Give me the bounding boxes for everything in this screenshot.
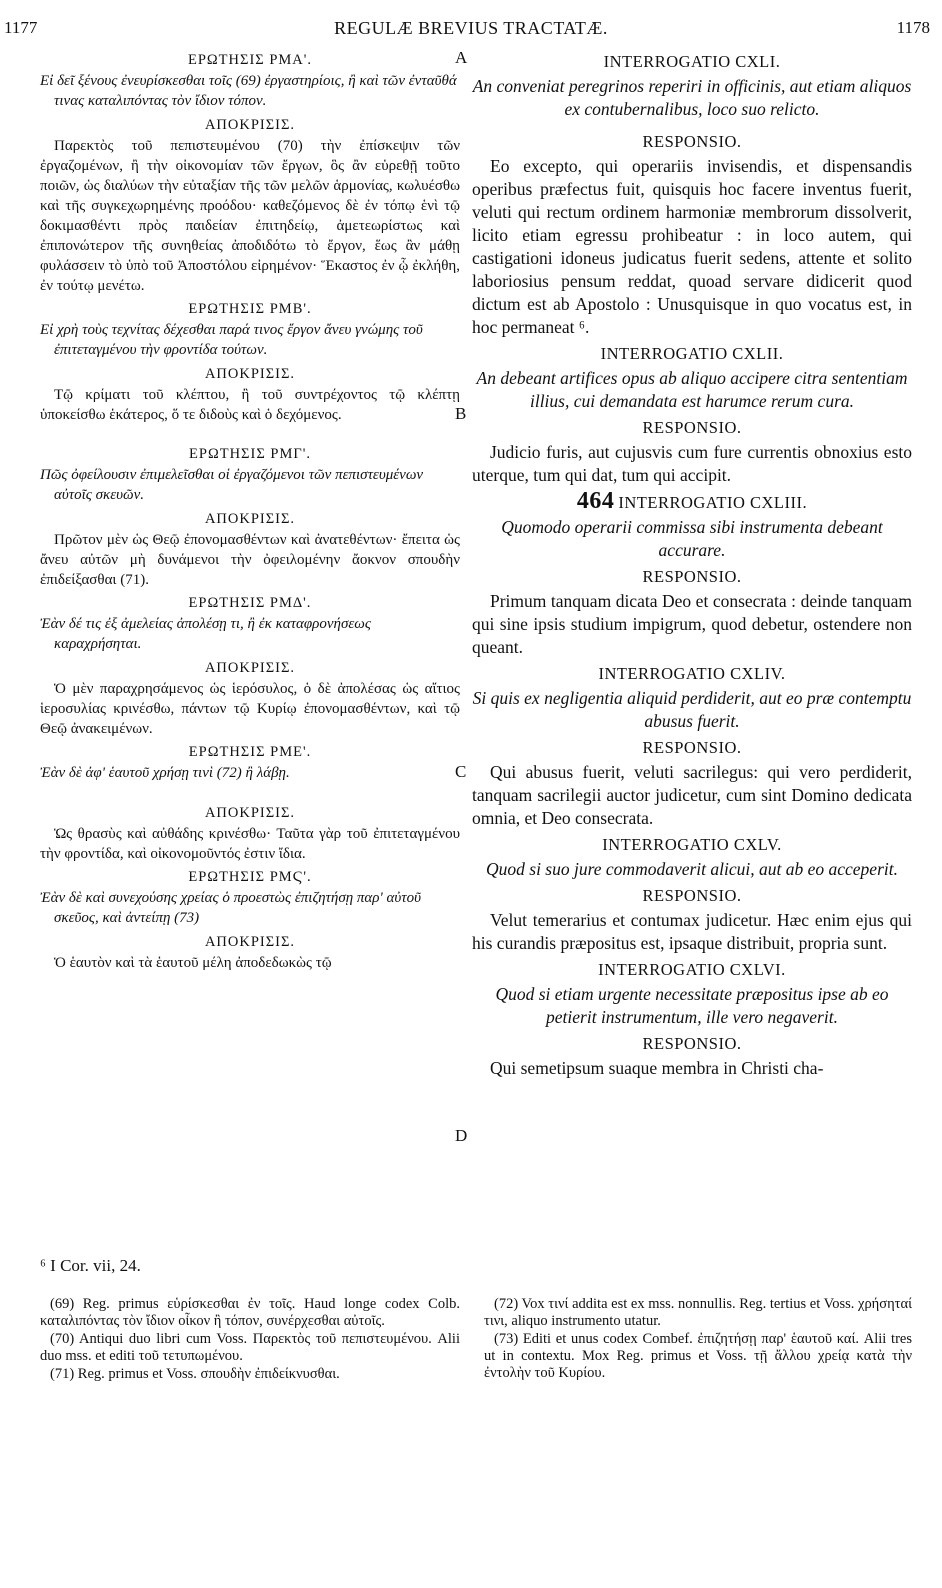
spacer	[40, 428, 460, 442]
block-text: Quod si etiam urgente necessitate præpositus ipse ab eo petierit instrumentum, ille vero negaverit.	[495, 984, 889, 1027]
answer-text	[40, 530, 460, 590]
answer-text	[40, 679, 460, 739]
answer-text	[40, 136, 460, 296]
margin-marker-b: B	[455, 404, 467, 423]
running-header	[0, 18, 942, 42]
block-text: ΕΡΩΤΗΣΙΣ ΡΜϚ'.	[188, 869, 312, 885]
footnote: (71) Reg. primus et Voss. σπουδὴν ἐπιδείκνυσθαι.	[50, 1366, 340, 1382]
question-text	[472, 75, 912, 121]
block-text: Πρῶτον μὲν ὡς Θεῷ ἐπονομασθέντων καὶ ἀνατεθέντων· ἔπειτα ὡς ἄνευ αὐτῶν μὴ δυνάμενοι τὴν ὀφειλομένην ἄοκνον σπουδὴν ἐπιδείξασθαι (71).	[40, 532, 460, 588]
spacer	[40, 787, 460, 801]
question-text	[472, 858, 912, 881]
block-text: INTERROGATIO CXLIII.	[618, 493, 808, 512]
latin-column	[472, 48, 912, 1083]
page-number-left: 1177	[4, 18, 38, 37]
block-text: INTERROGATIO CXLIV.	[598, 664, 786, 683]
block-text: Si quis ex negligentia aliquid perdiderit, aut eo præ contemptu abusus fuerit.	[472, 688, 912, 731]
answer-text	[472, 909, 912, 955]
block-text: Παρεκτὸς τοῦ πεπιστευμένου (70) τὴν ἐπίσκεψιν τῶν ἐργαζομένων, ἢ τὴν οἰκονομίαν τῶν ἔργων, ὃς ἂν εὑρεθῇ τοῦτο ποιῶν, ὡς διαλύων τὴν εὐταξίαν τῆς τῶν μελῶν ἁρμονίας, κωλυέσθω καὶ τῆς συγκεχωρημένης προόδου· καθεζόμενος δὲ ἐν τόπῳ ἑνὶ τῷ δοκιμασθέντι πρὸς παιδείαν ἐπιτηδείῳ, ἀμετεωρίστως καὶ ἐπιπονώτερον τῆς συνηθείας ἀποδιδότω τὸ ἔργον, ἕως ἂν μάθῃ φυλάσσειν τὸ ὑπὸ τοῦ Ἀποστόλου εἰρημένον· Ἕκαστος ἐν ᾧ ἐκλήθη, ἐν τούτῳ μενέτω.	[40, 138, 460, 294]
answer-text	[472, 441, 912, 487]
block-text: Ὡς θρασὺς καὶ αὐθάδης κρινέσθω· Ταῦτα γὰρ τοῦ ἐπιτεταγμένου τὴν φροντίδα, καὶ οἰκονομοῦντός ἐστιν ἴδια.	[40, 826, 460, 862]
margin-marker-d: D	[455, 1126, 468, 1145]
margin-marker-a: A	[455, 48, 468, 67]
block-text: INTERROGATIO CXLV.	[602, 835, 782, 854]
block-text: Εἰ χρὴ τοὺς τεχνίτας δέχεσθαι παρά τινος ἔργον ἄνευ γνώμης τοῦ ἐπιτεταγμένου τὴν φροντίδα τούτων.	[40, 322, 423, 358]
section-heading	[40, 50, 460, 70]
running-title: REGULÆ BREVIUS TRACTATÆ.	[334, 18, 608, 38]
section-heading	[472, 490, 912, 514]
question-text	[40, 71, 460, 111]
section-heading	[40, 742, 460, 762]
edition-page-number: 464	[576, 488, 615, 514]
block-text: ΕΡΩΤΗΣΙΣ ΡΜΒ'.	[188, 301, 312, 317]
block-text: Πῶς ὀφείλουσιν ἐπιμελεῖσθαι οἱ ἐργαζόμενοι τῶν πεπιστευμένων αὐτοῖς σκευῶν.	[40, 467, 424, 503]
section-heading	[472, 958, 912, 981]
section-heading	[472, 884, 912, 907]
footnote: (73) Editi et unus codex Combef. ἐπιζητήσῃ παρ' ἑαυτοῦ καί. Alii tres ut in contextu. Mox Reg. primus et Voss. τῇ ἄλλου χρείᾳ κατὰ τὴν ἐντολὴν τοῦ Κυρίου.	[484, 1331, 912, 1381]
answer-text	[472, 155, 912, 339]
answer-text	[472, 1057, 912, 1080]
greek-column	[40, 48, 460, 976]
section-heading	[40, 509, 460, 529]
block-text: ΕΡΩΤΗΣΙΣ ΡΜΑ'.	[187, 52, 313, 68]
block-text: Τῷ κρίματι τοῦ κλέπτου, ἢ τοῦ συντρέχοντος τῷ κλέπτῃ ὑποκείσθω ἑκάτερος, ὅ τε διδοὺς καὶ ὁ δεχόμενος.	[40, 387, 460, 423]
answer-text	[40, 824, 460, 864]
block-text: ΑΠΟΚΡΙΣΙΣ.	[204, 805, 296, 821]
block-text: Ἐὰν δὲ ἀφ' ἑαυτοῦ χρήσῃ τινὶ (72) ἢ λάβῃ.	[40, 765, 290, 781]
answer-text	[40, 385, 460, 425]
footnotes-left	[40, 1296, 460, 1384]
section-heading	[40, 593, 460, 613]
question-text	[40, 888, 460, 928]
section-heading	[40, 444, 460, 464]
question-text	[40, 320, 460, 360]
block-text: INTERROGATIO CXLII.	[600, 344, 784, 363]
block-text: ΑΠΟΚΡΙΣΙΣ.	[204, 117, 296, 133]
block-text: Εἰ δεῖ ξένους ἐνευρίσκεσθαι τοῖς (69) ἐργαστηρίοις, ἢ καὶ τῶν ἐνταῦθά τινας καταλιπόντας τὸν ἴδιον τόπον.	[40, 73, 457, 109]
block-text: INTERROGATIO CXLVI.	[598, 960, 786, 979]
block-text: Judicio furis, aut cujusvis cum fure currentis obnoxius esto uterque, tum qui dat, tum qui accipit.	[472, 442, 912, 485]
footnotes-right	[484, 1296, 912, 1383]
spacer	[472, 124, 912, 128]
block-text: RESPONSIO.	[642, 132, 742, 151]
block-text: Qui semetipsum suaque membra in Christi cha-	[490, 1058, 824, 1078]
block-text: Velut temerarius et contumax judicetur. Hæc enim ejus qui his curandis præpositus est, ipsaque distribuit, propria sunt.	[472, 910, 912, 953]
section-heading	[40, 115, 460, 135]
block-text: ΑΠΟΚΡΙΣΙΣ.	[204, 660, 296, 676]
question-text	[472, 687, 912, 733]
section-heading	[40, 299, 460, 319]
block-text: RESPONSIO.	[642, 567, 742, 586]
section-heading	[40, 932, 460, 952]
question-text	[40, 614, 460, 654]
block-text: Primum tanquam dicata Deo et consecrata : deinde tanquam qui sine ipsis studium impigrum, quod debetur, ostendere non queant.	[472, 591, 912, 657]
block-text: Quod si suo jure commodaverit alicui, aut ab eo acceperit.	[486, 859, 898, 879]
section-heading	[472, 1032, 912, 1055]
block-text: An debeant artifices opus ab aliquo accipere citra sententiam illius, cui demandata est harumce rerum cura.	[476, 368, 908, 411]
section-heading	[472, 662, 912, 685]
block-text: ΕΡΩΤΗΣΙΣ ΡΜΕ'.	[188, 744, 312, 760]
section-heading	[472, 416, 912, 439]
section-heading	[40, 867, 460, 887]
question-text	[472, 516, 912, 562]
footnote: (69) Reg. primus εὑρίσκεσθαι ἐν τοῖς. Haud longe codex Colb. καταλιπόντας τὸν ἴδιον οἶκον ἢ τόπον, συνέρχεσθαι αὐτοῖς.	[40, 1296, 460, 1329]
question-text	[472, 983, 912, 1029]
block-text: RESPONSIO.	[642, 738, 742, 757]
block-text: Eo excepto, qui operariis invisendis, et dispensandis operibus præfectus fuit, quisquis hoc facere inventus fuerit, veluti qui rectum ordinem harmoniæ membrorum dissolverit, licito etiam egressu prohibeatur : in loco autem, qui castigationi idoneus judicatus fuerit sedens, attente et solito laboriosius pensum reddat, quoad servare didicerit quod dictum est ab Apostolo : Unusquisque in quo vocatus est, in hoc permaneat ⁶.	[472, 156, 912, 337]
footnote: (70) Antiqui duo libri cum Voss. Παρεκτὸς τοῦ πεπιστευμένου. Alii duo mss. et editi τοῦ τετυπωμένου.	[40, 1331, 460, 1364]
scripture-reference-note: ⁶ I Cor. vii, 24.	[40, 1256, 141, 1275]
section-heading	[472, 565, 912, 588]
section-heading	[40, 364, 460, 384]
block-text: ΑΠΟΚΡΙΣΙΣ.	[204, 934, 296, 950]
block-text: Ὁ ἑαυτὸν καὶ τὰ ἑαυτοῦ μέλη ἀποδεδωκὼς τῷ	[54, 955, 332, 971]
block-text: An conveniat peregrinos reperiri in officinis, aut etiam aliquos ex contubernalibus, loco suo relicto.	[472, 76, 912, 119]
block-text: ΑΠΟΚΡΙΣΙΣ.	[204, 366, 296, 382]
answer-text	[472, 590, 912, 659]
footnote: (72) Vox τινί addita est ex mss. nonnullis. Reg. tertius et Voss. χρήσηταί τινι, aliquo instrumento utatur.	[484, 1296, 912, 1329]
block-text: ΑΠΟΚΡΙΣΙΣ.	[204, 511, 296, 527]
block-text: Quomodo operarii commissa sibi instrumenta debeant accurare.	[501, 517, 883, 560]
block-text: RESPONSIO.	[642, 886, 742, 905]
block-text: ΕΡΩΤΗΣΙΣ ΡΜΔ'.	[188, 595, 312, 611]
answer-text	[472, 761, 912, 830]
block-text: Qui abusus fuerit, veluti sacrilegus: qui vero perdiderit, tanquam sacrilegii auctor judicetur, cum sint Domino dedicata omnia, et Deo consecrata.	[472, 762, 912, 828]
section-heading	[40, 803, 460, 823]
block-text: INTERROGATIO CXLI.	[603, 52, 781, 71]
question-text	[40, 763, 460, 783]
question-text	[472, 367, 912, 413]
section-heading	[40, 658, 460, 678]
margin-marker-c: C	[455, 762, 467, 781]
block-text: RESPONSIO.	[642, 418, 742, 437]
block-text: ΕΡΩΤΗΣΙΣ ΡΜΓ'.	[189, 446, 311, 462]
answer-text	[40, 953, 460, 973]
section-heading	[472, 833, 912, 856]
section-heading	[472, 130, 912, 153]
block-text: Ἐὰν δὲ καὶ συνεχούσης χρείας ὁ προεστὼς ἐπιζητήσῃ παρ' αὐτοῦ σκεῦος, καὶ ἀντείπῃ (73)	[40, 890, 421, 926]
block-text: RESPONSIO.	[642, 1034, 742, 1053]
block-text: Ὁ μὲν παραχρησάμενος ὡς ἱερόσυλος, ὁ δὲ ἀπολέσας ὡς αἴτιος ἱεροσυλίας κρινέσθω, πάντων τῷ Κυρίῳ ἐπονομασθέντων, καὶ τῷ Θεῷ ἀνακειμένων.	[40, 681, 460, 737]
section-heading	[472, 50, 912, 73]
section-heading	[472, 342, 912, 365]
block-text: Ἐὰν δέ τις ἐξ ἀμελείας ἀπολέσῃ τι, ἢ ἐκ καταφρονήσεως καραχρήσηται.	[40, 616, 371, 652]
page-number-right: 1178	[896, 18, 930, 37]
section-heading	[472, 736, 912, 759]
question-text	[40, 465, 460, 505]
